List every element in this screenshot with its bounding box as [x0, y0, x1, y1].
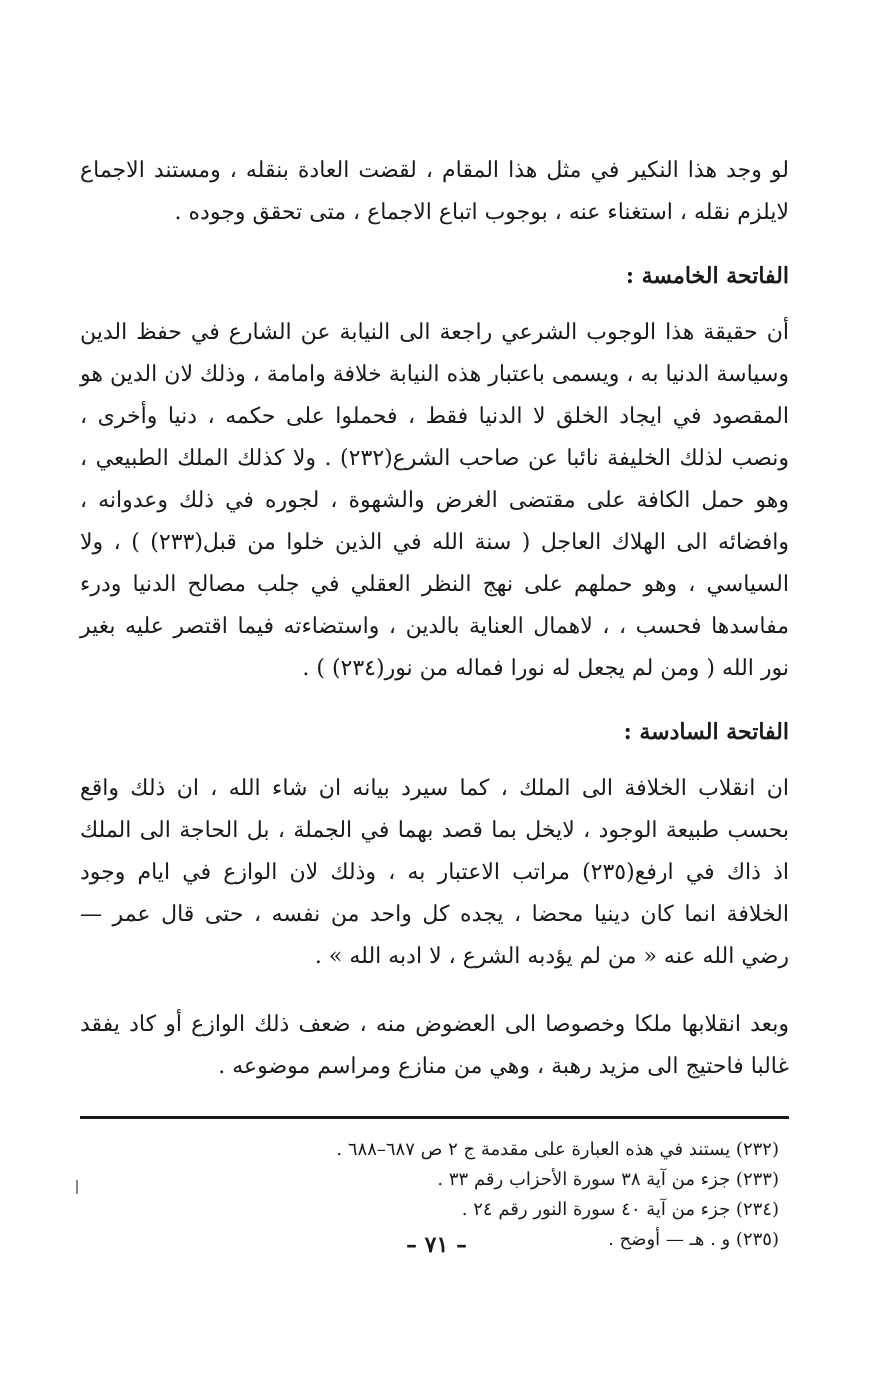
paragraph-intro: لو وجد هذا النكير في مثل هذا المقام ، لقضت العادة بنقله ، ومستند الاجماع لايلزم نقله ، استغناء عنه ، بوجوب اتباع الاجماع ، متى تحقق وجوده . — [80, 158, 789, 225]
paragraph-fifth: أن حقيقة هذا الوجوب الشرعي راجعة الى النيابة عن الشارع في حفظ الدين وسياسة الدنيا به ، ويسمى باعتبار هذه النيابة خلافة وامامة ، وذلك لان الدين هو المقصود في ايجاد الخلق لا الدنيا فقط ، فحملوا على حكمه ، دنيا وأخرى ، ونصب لذلك الخليفة نائبا عن صاحب الشرع(٢٣٢) . ولا كذلك الملك الطبيعي ، وهو حمل الكافة على مقتضى الغرض والشهوة ، لجوره في ذلك وعدوانه ، وافضائه الى الهلاك العاجل ( سنة الله في الذين خلوا من قبل(٢٣٣) ) ، ولا السياسي ، وهو حملهم على نهج النظر العقلي في جلب مصالح الدنيا ودرء مفاسدها فحسب ، ، لاهمال العناية بالدين ، واستضاءته فيما اقتصر عليه بغير نور الله ( ومن لم يجعل له نورا فماله من نور(٢٣٤) ) . — [80, 320, 790, 681]
section-heading-sixth: الفاتحة السادسة : — [623, 719, 789, 745]
footnote-234: (٢٣٤) جزء من آية ٤٠ سورة النور رقم ٢٤ . — [461, 1199, 779, 1220]
paragraph-sixth-2: وبعد انقلابها ملكا وخصوصا الى العضوض منه ، ضعف ذلك الوازع أو كاد يفقد غالبا فاحتيج الى مزيد رهبة ، وهي من منازع ومراسم موضوعه . — [80, 1012, 789, 1079]
section-heading-fifth: الفاتحة الخامسة : — [625, 263, 789, 289]
paragraph-gap — [80, 978, 789, 1004]
footnote-divider — [80, 1116, 789, 1119]
paragraph-sixth-1: ان انقلاب الخلافة الى الملك ، كما سيرد بيانه ان شاء الله ، ان ذلك واقع بحسب طبيعة الوجود ، لايخل بما قصد بهما في الجملة ، بل الحاجة الى الملك اذ ذاك في ارفع(٢٣٥) مراتب الاعتبار به ، وذلك لان الوازع في ايام وجود الخلافة انما كان دينيا محضا ، يجده كل واحد من نفسه ، حتى قال عمر — رضي الله عنه « من لم يؤدبه الشرع ، لا ادبه الله » . — [80, 776, 789, 969]
scan-mark — [76, 1180, 78, 1194]
footnote-232: (٢٣٢) يستند في هذه العبارة على مقدمة ج ٢ ص ٦٨٧–٦٨٨ . — [336, 1139, 779, 1160]
footnote-235: (٢٣٥) و . هـ — أوضح . — [608, 1229, 779, 1250]
footnote-233: (٢٣٣) جزء من آية ٣٨ سورة الأحزاب رقم ٣٣ . — [437, 1169, 779, 1190]
page-number: – ٧١ – — [406, 1232, 467, 1258]
